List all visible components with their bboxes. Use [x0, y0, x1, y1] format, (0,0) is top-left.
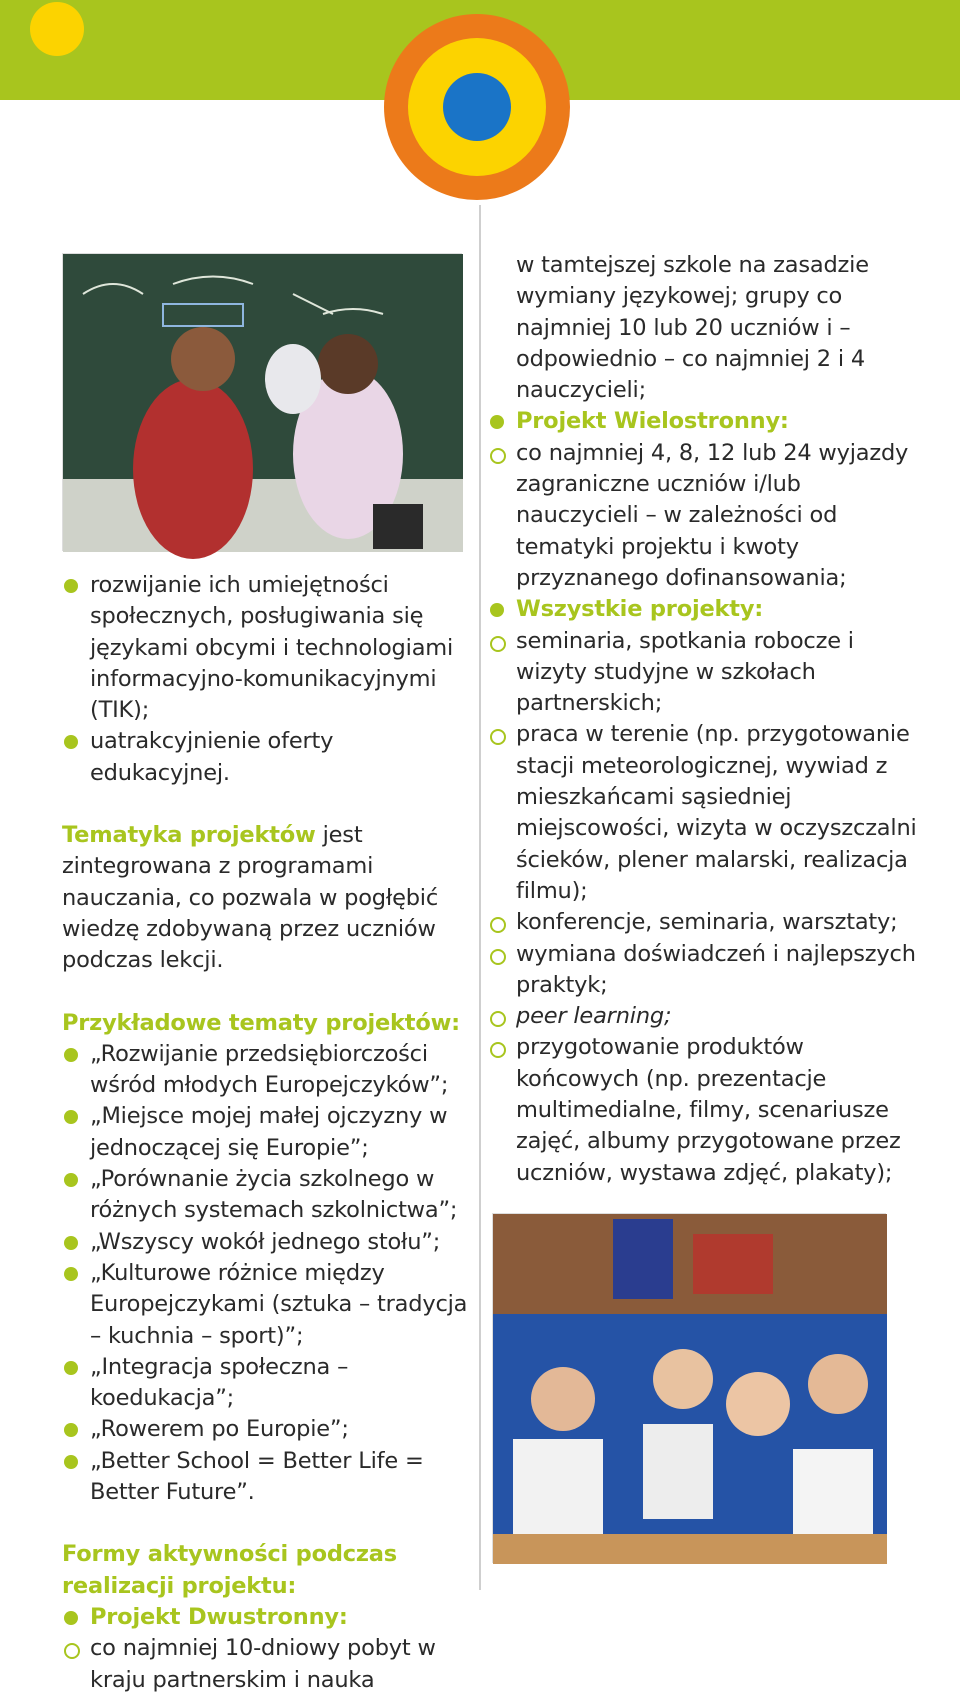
left-column: [62, 570, 472, 1696]
aim-item: uatrakcyjnienie oferty edukacyjnej.: [62, 726, 472, 789]
topic-paragraph: [62, 820, 472, 976]
yellow-dot-decoration: [30, 2, 84, 56]
multilateral-heading: Projekt Wielostronny:: [488, 406, 918, 437]
column-divider: [479, 205, 481, 1590]
aim-item: rozwijanie ich umiejętności społecznych, posługiwania się językami obcymi i technologiami informacyjno-komunikacyjnymi (TIK);: [62, 570, 472, 726]
all-projects-heading: Wszystkie projekty:: [488, 594, 918, 625]
bilateral-heading: Projekt Dwustronny:: [62, 1602, 472, 1633]
target-center-blue: [443, 73, 511, 141]
activity-item: seminaria, spotkania robocze i wizyty studyjne w szkołach partnerskich;: [488, 626, 918, 720]
example-item: „Rozwijanie przedsiębiorczości wśród młodych Europejczyków”;: [62, 1039, 472, 1102]
activity-item: praca w terenie (np. przygotowanie stacji meteorologicznej, wywiad z mieszkańcami sąsiedniej miejscowości, wizyta w oczyszczalni ścieków, plener malarski, realizacja filmu);: [488, 719, 918, 907]
photo-girls-experiment: [62, 253, 462, 551]
example-item: „Porównanie życia szkolnego w różnych systemach szkolnictwa”;: [62, 1164, 472, 1227]
bilateral-item: co najmniej 10-dniowy pobyt w kraju partnerskim i nauka: [62, 1633, 472, 1696]
example-item: „Miejsce mojej małej ojczyzny w jednoczącej się Europie”;: [62, 1101, 472, 1164]
example-item: „Integracja społeczna – koedukacja”;: [62, 1352, 472, 1415]
forms-heading: Formy aktywności podczas realizacji projektu:: [62, 1541, 397, 1599]
example-item: „Rowerem po Europie”;: [62, 1414, 472, 1445]
examples-heading: Przykładowe tematy projektów:: [62, 1009, 460, 1036]
activity-item: przygotowanie produktów końcowych (np. prezentacje multimedialne, filmy, scenariusze zajęć, albumy przygotowane przez uczniów, wystawa zdjęć, plakaty);: [488, 1032, 918, 1188]
activity-item: peer learning;: [488, 1001, 918, 1032]
activity-item: konferencje, seminaria, warsztaty;: [488, 907, 918, 938]
activity-item: wymiana doświadczeń i najlepszych praktyk;: [488, 939, 918, 1002]
example-item: „Wszyscy wokół jednego stołu”;: [62, 1227, 472, 1258]
topic-text: jest zintegrowana z programami nauczania, co pozwala w pogłębić wiedzę zdobywaną przez uczniów podczas lekcji.: [62, 822, 439, 974]
multilateral-item: co najmniej 4, 8, 12 lub 24 wyjazdy zagraniczne uczniów i/lub nauczycieli – w zależności od tematyki projektu i kwoty przyznanego dofinansowania;: [488, 438, 918, 594]
example-item: „Kulturowe różnice między Europejczykami (sztuka – tradycja – kuchnia – sport)”;: [62, 1258, 472, 1352]
photo-students-classroom: [492, 1213, 886, 1563]
example-item: „Better School = Better Life = Better Future”.: [62, 1446, 472, 1509]
continuation-text: w tamtejszej szkole na zasadzie wymiany językowej; grupy co najmniej 10 lub 20 uczniów i – odpowiednio – co najmniej 2 i 4 nauczycieli;: [516, 252, 869, 404]
right-column: [488, 250, 918, 1189]
topic-heading: Tematyka projektów: [62, 822, 316, 849]
